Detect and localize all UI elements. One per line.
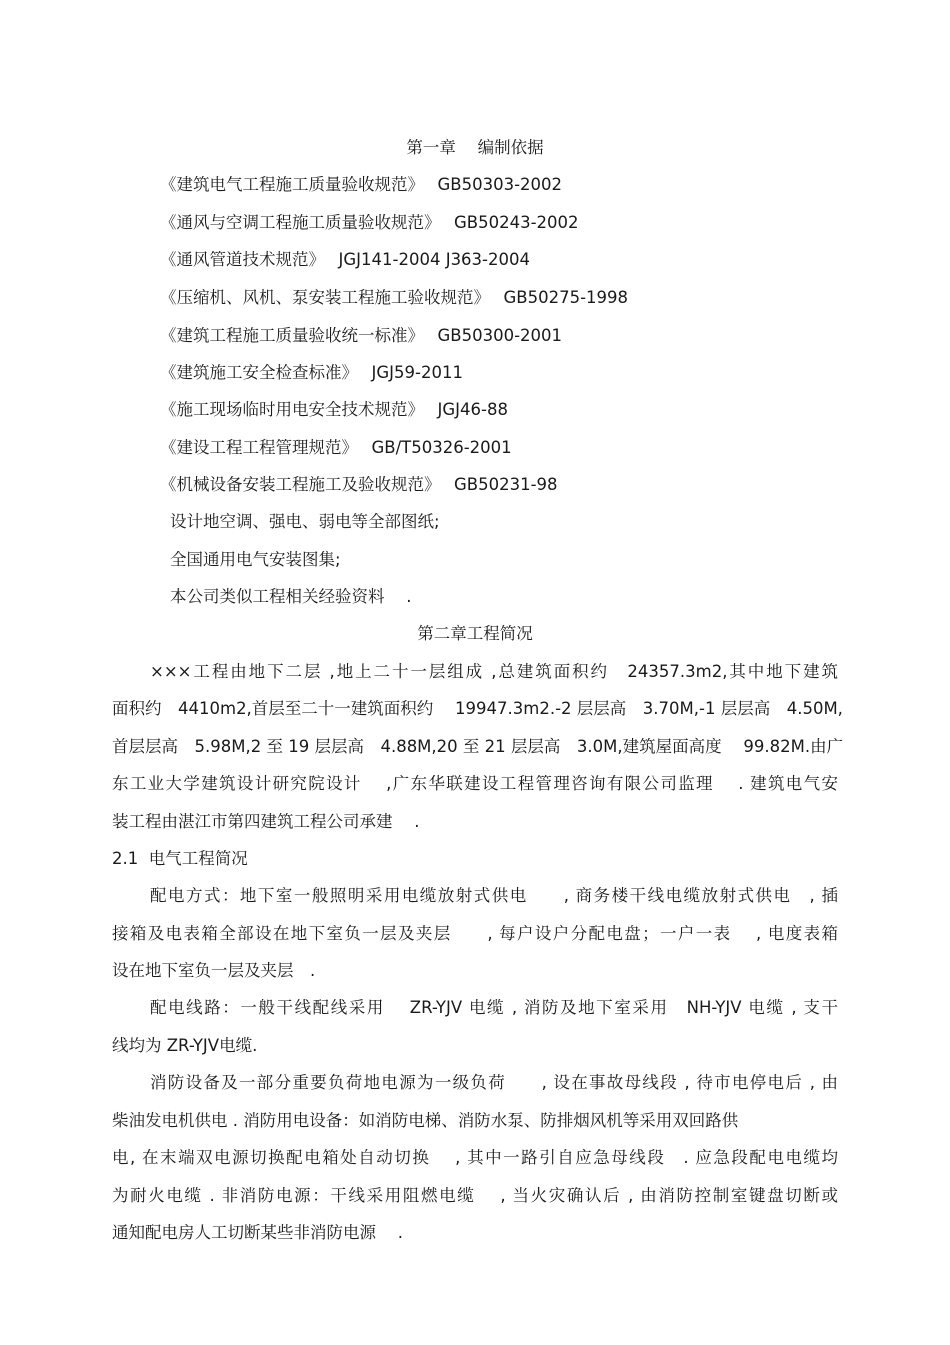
paragraph-line: 接箱及电表箱全部设在地下室负一层及夹层 , 每户设户分配电盘；一户一表 , 电度表箱 [112,924,838,943]
basis-item: 全国通用电气安装图集; [170,550,341,569]
reference-item: 《建筑施工安全检查标准》 JGJ59-2011 [160,363,463,382]
reference-item: 《施工现场临时用电安全技术规范》 JGJ46-88 [160,400,508,419]
paragraph-line: 消防设备及一部分重要负荷地电源为一级负荷 , 设在事故母线段 , 待市电停电后 , 由 [150,1073,838,1092]
paragraph-line: 为耐火电缆 . 非消防电源：干线采用阻燃电缆 , 当火灾确认后 , 由消防控制室键盘切断或 [112,1186,838,1205]
paragraph-line: 设在地下室负一层及夹层 . [112,961,316,980]
paragraph-line: 柴油发电机供电 . 消防用电设备：如消防电梯、消防水泵、防排烟风机等采用双回路供 [112,1111,739,1130]
reference-item: 《通风与空调工程施工质量验收规范》 GB50243-2002 [160,213,579,232]
paragraph-line: 通知配电房人工切断某些非消防电源 . [112,1223,403,1242]
overview-line: ×××工程由地下二层 ,地上二十一层组成 ,总建筑面积约 24357.3m2,其中地下建筑 [150,662,838,681]
reference-item: 《机械设备安装工程施工及验收规范》 GB50231-98 [160,475,558,494]
overview-line: 面积约 4410m2,首层至二十一建筑面积约 19947.3m2.-2 层层高 3.70M,-1 层层高 4.50M, [112,699,843,718]
reference-item: 《压缩机、风机、泵安装工程施工验收规范》 GB50275-1998 [160,288,629,307]
paragraph-line: 配电方式：地下室一般照明采用电缆放射式供电 , 商务楼干线电缆放射式供电 , 插 [150,886,838,905]
overview-line: 首层层高 5.98M,2 至 19 层层高 4.88M,20 至 21 层层高 3.0M,建筑屋面高度 99.82M.由广 [112,737,844,756]
basis-item: 设计地空调、强电、弱电等全部图纸; [170,512,440,531]
reference-item: 《建筑电气工程施工质量验收规范》 GB50303-2002 [160,175,563,194]
reference-item: 《通风管道技术规范》 JGJ141-2004 J363-2004 [160,250,531,269]
paragraph-line: 电, 在末端双电源切换配电箱处自动切换 , 其中一路引自应急母线段 . 应急段配电电缆均 [112,1148,838,1167]
overview-line: 装工程由湛江市第四建筑工程公司承建 . [112,812,420,831]
overview-line: 东工业大学建筑设计研究院设计 ,广东华联建设工程管理咨询有限公司监理 . 建筑电气安 [112,774,838,793]
reference-item: 《建筑工程施工质量验收统一标准》 GB50300-2001 [160,326,563,345]
chapter2-title: 第二章工程简况 [417,624,533,643]
chapter1-title: 第一章 编制依据 [406,138,544,157]
paragraph-line: 配电线路：一般干线配线采用 ZR-YJV 电缆 , 消防及地下室采用 NH-YJV 电缆 , 支干 [150,998,838,1017]
section-title: 2.1 电气工程简况 [112,849,248,868]
reference-item: 《建设工程工程管理规范》 GB/T50326-2001 [160,438,512,457]
paragraph-line: 线均为 ZR-YJV电缆. [112,1036,258,1055]
basis-item: 本公司类似工程相关经验资料 . [170,587,412,606]
